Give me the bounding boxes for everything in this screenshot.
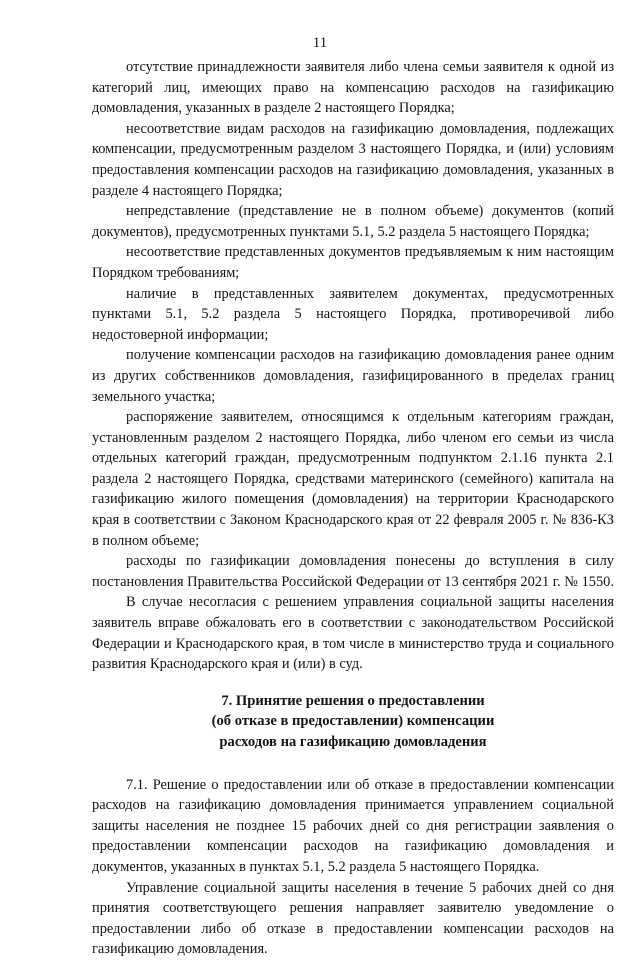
section-heading <box>92 691 614 753</box>
refusal-reason-item: несоответствие представленных документов предъявляемым к ним настоящим Порядком требованиям; <box>92 244 614 281</box>
document-body <box>92 57 614 960</box>
refusal-reason-item: получение компенсации расходов на газификацию домовладения ранее одним из других собственников домовладения, газифицированного в пределах границ земельного участка; <box>92 347 614 405</box>
refusal-reason-item: наличие в представленных заявителем документах, предусмотренных пунктами 5.1, 5.2 раздела 5 настоящего Порядка, противоречивой либо недостоверной информации; <box>92 285 614 343</box>
refusal-reason-item: отсутствие принадлежности заявителя либо члена семьи заявителя к одной из категорий лиц, имеющих право на компенсацию расходов на газификацию домовладения, указанных в разделе 2 настоящего Порядка; <box>92 59 614 117</box>
refusal-reason-item: несоответствие видам расходов на газификацию домовладения, подлежащих компенсации, предусмотренным разделом 3 настоящего Порядка, и (или) условиям предоставления компенсации расходов на газификацию домовладения, указанных в разделе 4 настоящего Порядка; <box>92 120 614 199</box>
refusal-reason-item: распоряжение заявителем, относящимся к отдельным категориям граждан, установленным разделом 2 настоящего Порядка, либо членом его семьи из числа отдельных категорий граждан, предусмотренным подпунктом 2.1.16 пункта 2.1 раздела 2 настоящего Порядка, средствами материнского (семейного) капитала на газификацию жилого помещения (домовладения) на территории Краснодарского края в соответствии с Законом Краснодарского края от 22 февраля 2005 г. № 836-КЗ в полном объеме; <box>92 409 614 549</box>
section-paragraph: Управление социальной защиты населения в течение 5 рабочих дней со дня принятия соответствующего решения направляет заявителю уведомление о предоставлении либо об отказе в предоставлении компенсации расходов на газификацию домовладения. <box>92 879 614 958</box>
section-heading-line: расходов на газификацию домовладения <box>219 734 487 750</box>
section-heading-line: 7. Принятие решения о предоставлении <box>221 692 485 709</box>
refusal-reason-item: непредставление (представление не в полном объеме) документов (копий документов), предусмотренных пунктами 5.1, 5.2 раздела 5 настоящего Порядка; <box>92 203 614 240</box>
section-heading-line: (об отказе в предоставлении) компенсации <box>211 713 495 730</box>
refusal-reason-item: расходы по газификации домовладения понесены до вступления в силу постановления Правительства Российской Федерации от 13 сентября 2021 г. № 1550. <box>92 553 614 590</box>
section-paragraph: 7.1. Решение о предоставлении или об отказе в предоставлении компенсации расходов на газификацию домовладения принимается управлением социальной защиты населения не позднее 15 рабочих дней со дня регистрации заявления о предоставлении компенсации расходов на газификацию домовладения и документов, указанных в пунктах 5.1, 5.2 раздела 5 настоящего Порядка. <box>92 776 614 875</box>
page-number: 11 <box>312 35 328 51</box>
appeal-paragraph: В случае несогласия с решением управления социальной защиты населения заявитель вправе обжаловать его в соответствии с законодательством Российской Федерации и Краснодарского края, в том числе в министерство труда и социального развития Краснодарского края и (или) в суд. <box>92 594 614 673</box>
